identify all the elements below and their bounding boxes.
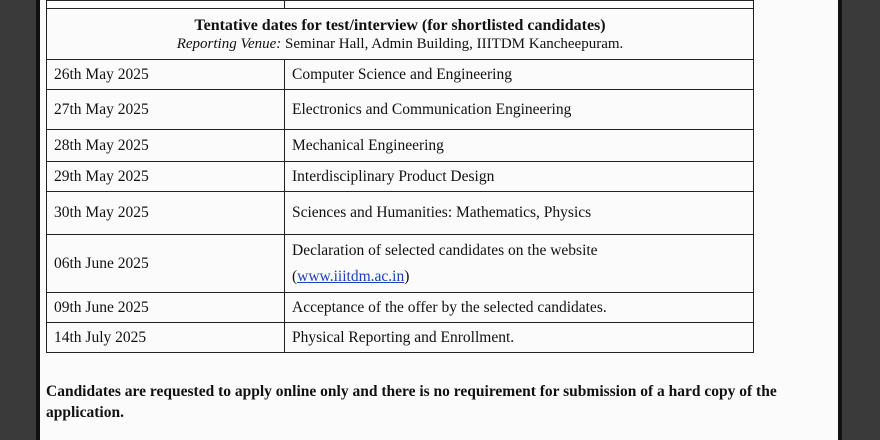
date-cell: 06th June 2025 xyxy=(47,235,285,293)
application-note: Candidates are requested to apply online only and there is no requirement for submission of a hard copy of the application. xyxy=(46,383,777,421)
date-cell: 14th July 2025 xyxy=(47,323,285,353)
date-cell: 09th June 2025 xyxy=(47,293,285,323)
date-cell: 28th May 2025 xyxy=(47,130,285,162)
date-cell: 27th May 2025 xyxy=(47,90,285,130)
table-row xyxy=(47,293,754,323)
table-row xyxy=(47,235,754,293)
table-row xyxy=(47,90,754,130)
date-cell: 26th May 2025 xyxy=(47,60,285,90)
event-cell xyxy=(285,235,754,293)
table-header-row xyxy=(47,9,754,60)
schedule-title: Tentative dates for test/interview (for shortlisted candidates) xyxy=(194,17,606,35)
previous-cell xyxy=(47,1,285,9)
event-cell: Interdisciplinary Product Design xyxy=(285,162,754,192)
table-row xyxy=(47,130,754,162)
event-cell: Sciences and Humanities: Mathematics, Physics xyxy=(285,192,754,235)
venue-text: Seminar Hall, Admin Building, IIITDM Kancheepuram. xyxy=(285,35,624,52)
website-link[interactable]: www.iiitdm.ac.in xyxy=(297,267,405,285)
event-cell: Computer Science and Engineering xyxy=(285,60,754,90)
previous-cell xyxy=(285,1,754,9)
event-cell: Mechanical Engineering xyxy=(285,130,754,162)
table-row xyxy=(47,60,754,90)
table-row xyxy=(47,162,754,192)
table-row xyxy=(47,323,754,353)
website-link-line: (www.iiitdm.ac.in) xyxy=(292,267,410,285)
event-text: Declaration of selected candidates on the website xyxy=(292,241,598,259)
table-header-cell xyxy=(47,9,754,60)
event-cell: Acceptance of the offer by the selected candidates. xyxy=(285,293,754,323)
event-cell: Physical Reporting and Enrollment. xyxy=(285,323,754,353)
event-cell: Electronics and Communication Engineering xyxy=(285,90,754,130)
schedule-table xyxy=(46,0,754,353)
previous-table-row xyxy=(47,1,754,9)
date-cell: 30th May 2025 xyxy=(47,192,285,235)
reporting-venue xyxy=(53,36,747,53)
table-row xyxy=(47,192,754,235)
date-cell: 29th May 2025 xyxy=(47,162,285,192)
venue-label: Reporting Venue: xyxy=(176,35,282,52)
